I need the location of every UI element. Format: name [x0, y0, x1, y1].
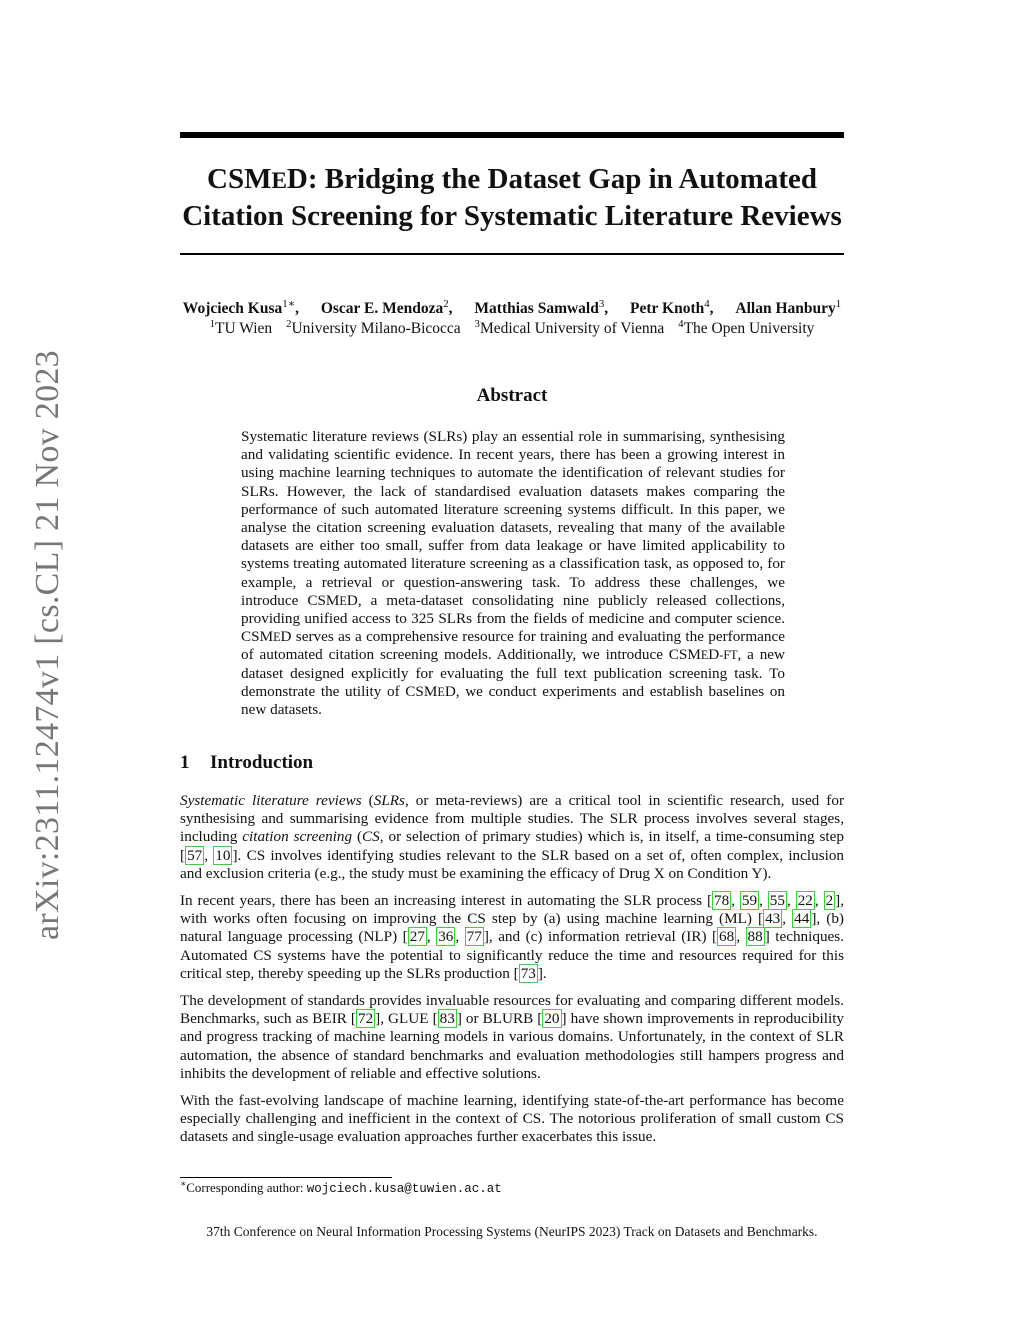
affiliation: $^2$University Milano-Bicocca — [286, 317, 461, 337]
abstract-heading: Abstract — [476, 385, 548, 406]
citation-link[interactable]: 36 — [438, 928, 454, 946]
arxiv-identifier: arXiv:2311.12474v1 [cs.CL] 21 Nov 2023 — [29, 350, 66, 940]
author: Petr Knoth$^4$, — [630, 297, 714, 317]
paper-title: CSMED: Bridging the Dataset Gap in Automated Citation Screening for Systematic Literature Reviews — [182, 163, 842, 232]
section-heading-introduction: 1 Introduction — [180, 752, 314, 773]
citation-link[interactable]: 59 — [741, 892, 758, 910]
citation-link[interactable]: 72 — [357, 1010, 374, 1028]
paragraph: In recent years, there has been an increasing interest in automating the SLR process [ 78 , 59 , 55 , 22 , 2 ], with works often focusing on improving the CS step by (a) using machine learning (ML) [ 43 , 44 ], (b) natural language processing (NLP) [ 27 , 36 , 77 ], and (c) information retrieval (IR) [ 68 , 88 ] techniques. Automated CS systems have the potential to significantly reduce the time and resources required for this critical step, thereby speeding up the SLRs production [ 73 ]. — [180, 892, 845, 982]
author: Oscar E. Mendoza$^2$, — [320, 297, 453, 317]
paragraph: With the fast-evolving landscape of machine learning, identifying state-of-the-art performance has become especially challenging and inefficient in the context of CS. The notorious proliferation of small custom CS datasets and single-usage evaluation approaches further exacerbates this issue. — [180, 1092, 844, 1146]
conference-footer: 37th Conference on Neural Information Processing Systems (NeurIPS 2023) Track on Datasets and Benchmarks. — [206, 1224, 818, 1239]
citation-link[interactable]: 73 — [520, 964, 536, 982]
introduction-body — [180, 792, 844, 1156]
citation-link[interactable]: 83 — [439, 1010, 455, 1028]
title-bottom-rule — [180, 253, 844, 255]
footnote: ∗Corresponding author: wojciech.kusa@tuwien.ac.at — [180, 1178, 502, 1196]
affiliation: $^3$Medical University of Vienna — [474, 317, 665, 337]
footnote-rule — [180, 1177, 392, 1178]
affiliation: $^1$TU Wien — [209, 317, 273, 337]
paragraph: The development of standards provides invaluable resources for evaluating and comparing different models. Benchmarks, such as BEIR [ 72 ], GLUE [ 83 ] or BLURB [ 20 ] have shown improvements in reproducibility and progress tracking of machine learning models in various domains. Unfortunately, in the context of SLR automation, the absence of standard benchmarks and evaluation methodologies still hampers progress and inhibits the development of reliable and effective solutions. — [180, 992, 845, 1082]
citation-link[interactable]: 77 — [466, 928, 482, 946]
abstract-text: Systematic literature reviews (SLRs) play an essential role in summarising, synthesising and validating scientific evidence. In recent years, there has been a growing interest in using machine learning techniques to automate the identification of relevant studies for SLRs. However, the lack of standardised evaluation datasets makes comparing the performance of such automated literature screening systems difficult. In this paper, we analyse the citation screening evaluation datasets, revealing that many of the available datasets are either too small, suffer from data leakage or have limited applicability to systems treating automated literature screening as a classification task, as opposed to, for example, a retrieval or question-answering task. To address these challenges, we introduce CSMED, a meta-dataset consolidating nine publicly released collections, providing unified access to 325 SLRs from the fields of medicine and computer science. CSMED serves as a comprehensive resource for training and evaluating the performance of automated citation screening models. Additionally, we introduce CSMED-FT, a new dataset designed explicitly for evaluating the full text publication screening task. To demonstrate the utility of CSMED, we conduct experiments and establish baselines on new datasets. — [241, 428, 785, 719]
citation-link[interactable]: 20 — [544, 1010, 560, 1028]
affiliation: $^4$The Open University — [678, 317, 815, 337]
affiliation-list — [150, 317, 874, 338]
citation-link[interactable]: 78 — [714, 892, 730, 910]
author-list — [150, 297, 874, 318]
email-address[interactable]: wojciech.kusa@tuwien.ac.at — [306, 1182, 502, 1196]
title-top-rule — [180, 132, 844, 138]
citation-link[interactable]: 43 — [765, 910, 781, 928]
citation-link[interactable]: 10 — [215, 846, 231, 864]
author: Matthias Samwald$^3$, — [474, 297, 609, 317]
author: Wojciech Kusa$^{1∗}$, — [182, 297, 299, 317]
citation-link[interactable]: 55 — [769, 892, 785, 910]
citation-link[interactable]: 22 — [797, 892, 813, 910]
citation-link[interactable]: 57 — [187, 846, 203, 864]
citation-link[interactable]: 88 — [747, 928, 763, 946]
citation-link[interactable]: 27 — [409, 928, 425, 946]
author: Allan Hanbury$^1$ — [735, 297, 842, 317]
paragraph: Systematic literature reviews (SLRs, or meta-reviews) are a critical tool in scientific research, used for synthesising and summarising evidence from multiple studies. The SLR process involves several stages, including citation screening (CS, or selection of primary studies) which is, in itself, a time-consuming step [ 57 , 10 ]. CS involves identifying studies relevant to the SLR based on a set of, often complex, inclusion and exclusion criteria (e.g., the study must be examining the efficacy of Drug X on Condition Y). — [180, 792, 845, 882]
citation-link[interactable]: 2 — [825, 892, 834, 910]
citation-link[interactable]: 68 — [719, 928, 735, 946]
citation-link[interactable]: 44 — [794, 910, 810, 928]
